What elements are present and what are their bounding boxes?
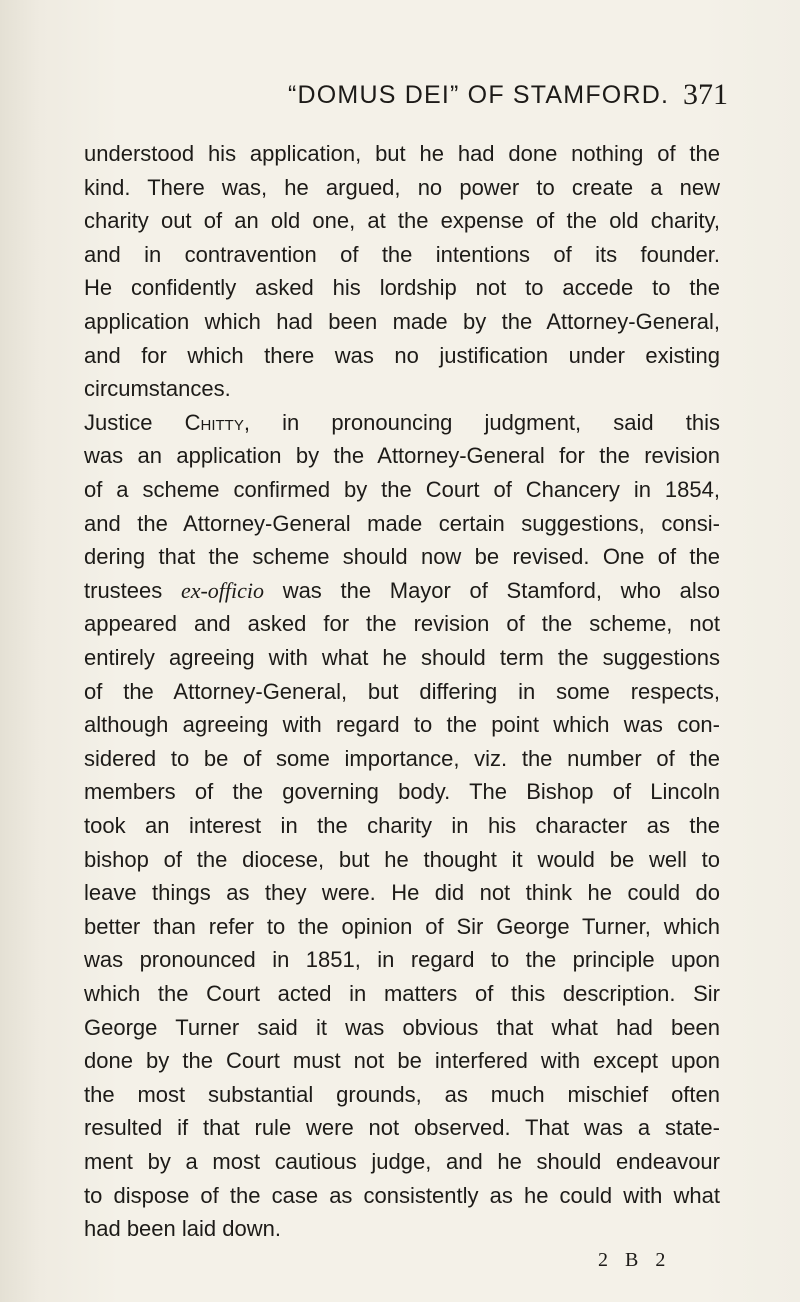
text-line: dering that the scheme should now be revised. One of the [84,544,720,569]
text-line: appeared and asked for the revision of the scheme, not [84,611,720,636]
text-line: ment by a most cautious judge, and he should endeavour [84,1149,720,1174]
latin-term: ex-officio [180,578,265,603]
text-line: bishop of the diocese, but he thought it would be well to [84,847,720,872]
text-line: was an application by the Attorney-General for the revision [84,443,720,468]
text-line: members of the governing body. The Bishop of Lincoln [84,779,720,804]
text-line: the most substantial grounds, as much mischief often [84,1082,720,1107]
name-chitty: Chitty [184,410,244,435]
text-line: and in contravention of the intentions of its founder. [84,242,720,267]
text-line: better than refer to the opinion of Sir George Turner, which [84,914,720,939]
text-line: of the Attorney-General, but differing in some respects, [84,679,720,704]
text-line: and the Attorney-General made certain suggestions, consi- [84,511,720,536]
text-line: resulted if that rule were not observed. That was a state- [84,1115,720,1140]
signature-mark: 2 B 2 [598,1249,672,1271]
text-line: although agreeing with regard to the point which was con- [84,712,720,737]
text-line: George Turner said it was obvious that what had been [84,1015,720,1040]
text-line: understood his application, but he had done nothing of the [84,141,720,166]
text-line: charity out of an old one, at the expense of the old charity, [84,208,720,233]
running-head [0,78,800,118]
text-line: and for which there was no justification under existing [84,343,720,368]
text-line: He confidently asked his lordship not to accede to the [84,275,720,300]
text-line: leave things as they were. He did not think he could do [84,880,720,905]
text-line: Justice Chitty, in pronouncing judgment, said this [84,410,720,435]
running-title: “DOMUS DEI” OF STAMFORD. [288,81,670,109]
text-line: sidered to be of some importance, viz. the number of the [84,746,720,771]
page-number: 371 [683,78,728,111]
text-line: which the Court acted in matters of this description. Sir [84,981,720,1006]
text-line: had been laid down. [84,1216,281,1241]
text-line: of a scheme confirmed by the Court of Chancery in 1854, [84,477,720,502]
text-line: application which had been made by the Attorney-General, [84,309,720,334]
text-line: circumstances. [84,376,231,401]
text-line: took an interest in the charity in his character as the [84,813,720,838]
text-line: entirely agreeing with what he should term the suggestions [84,645,720,670]
text-line: done by the Court must not be interfered with except upon [84,1048,720,1073]
text-line: was pronounced in 1851, in regard to the principle upon [84,947,720,972]
text-line: kind. There was, he argued, no power to create a new [84,175,720,200]
text-line: to dispose of the case as consistently as he could with what [84,1183,720,1208]
text-line: trustees ex-officio was the Mayor of Stamford, who also [84,578,720,603]
